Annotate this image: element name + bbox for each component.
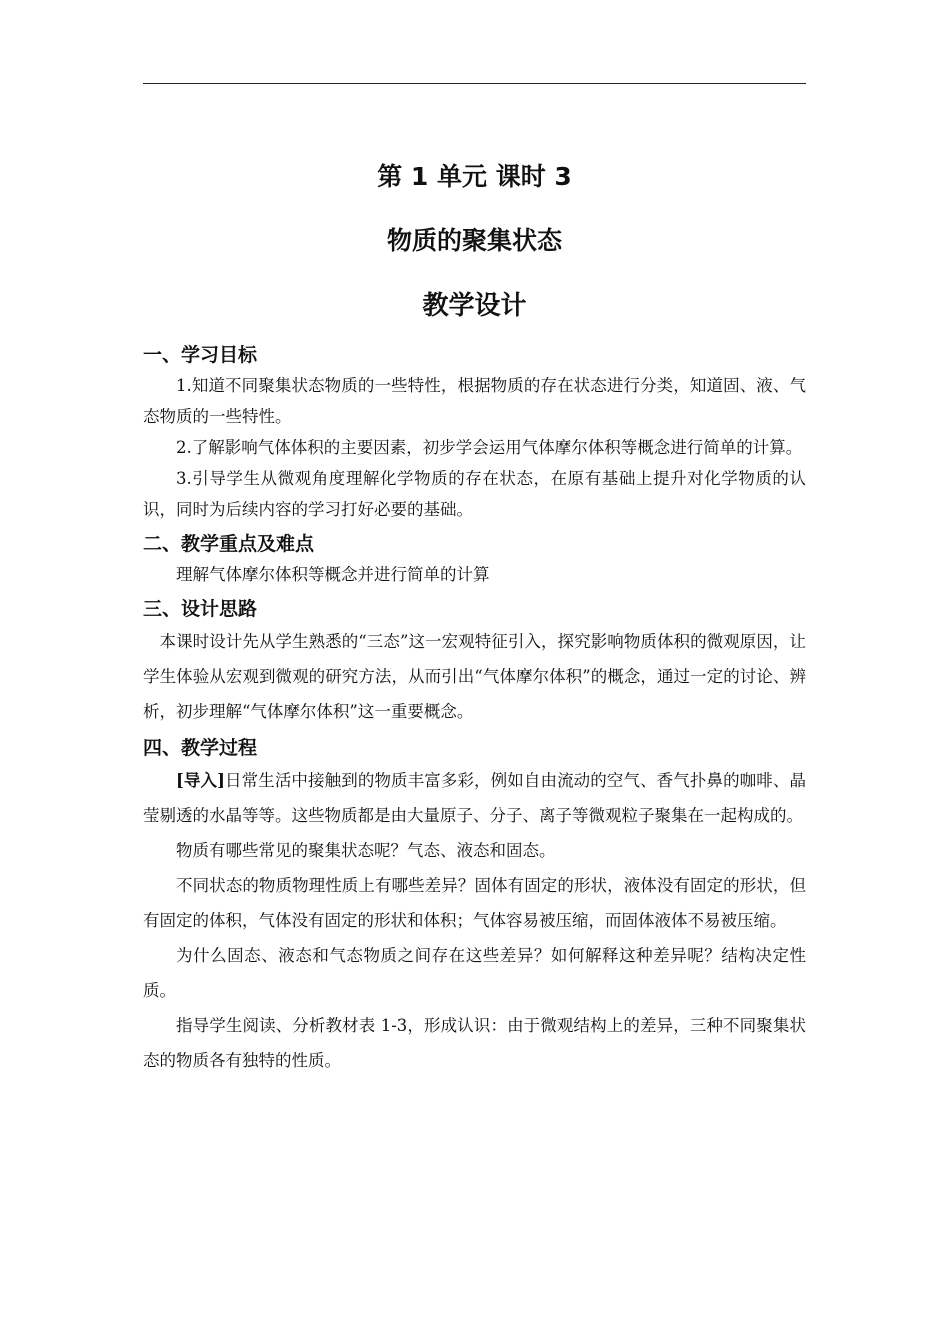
intro-tag: [导入] xyxy=(176,771,225,790)
process-intro xyxy=(143,763,806,833)
section-heading-objectives: 一、学习目标 xyxy=(143,344,258,366)
process-paragraph: 物质有哪些常见的聚集状态呢？气态、液态和固态。 xyxy=(176,841,556,860)
section-heading-design-idea: 三、设计思路 xyxy=(143,598,258,620)
process-paragraph: 为什么固态、液态和气态物质之间存在这些差异？如何解释这种差异呢？结构决定性质。 xyxy=(143,946,806,1000)
section-heading-key-points: 二、教学重点及难点 xyxy=(143,533,315,555)
section-heading-process: 四、教学过程 xyxy=(143,737,258,759)
intro-text: 日常生活中接触到的物质丰富多彩，例如自由流动的空气、香气扑鼻的咖啡、晶莹剔透的水晶等等。这些物质都是由大量原子、分子、离子等微观粒子聚集在一起构成的。 xyxy=(143,771,806,825)
objective-item: 2.了解影响气体体积的主要因素，初步学会运用气体摩尔体积等概念进行简单的计算。 xyxy=(176,438,803,457)
unit-title: 第 1 单元 课时 3 xyxy=(377,162,572,191)
design-title: 教学设计 xyxy=(422,291,527,321)
objective-item: 1.知道不同聚集状态物质的一些特性，根据物质的存在状态进行分类，知道固、液、气态物质的一些特性。 xyxy=(143,376,806,426)
process-paragraph: 指导学生阅读、分析教材表 1-3，形成认识：由于微观结构上的差异，三种不同聚集状态的物质各有独特的性质。 xyxy=(143,1016,806,1070)
objective-item: 3.引导学生从微观角度理解化学物质的存在状态，在原有基础上提升对化学物质的认识，同时为后续内容的学习打好必要的基础。 xyxy=(143,469,806,519)
key-points-text: 理解气体摩尔体积等概念并进行简单的计算 xyxy=(176,565,490,584)
process-paragraph: 不同状态的物质物理性质上有哪些差异？固体有固定的形状，液体没有固定的形状，但有固定的体积，气体没有固定的形状和体积；气体容易被压缩，而固体液体不易被压缩。 xyxy=(143,876,806,930)
header-rule xyxy=(143,83,806,84)
document-body xyxy=(143,340,806,1078)
lesson-title: 物质的聚集状态 xyxy=(386,226,562,255)
design-idea-text: 本课时设计先从学生熟悉的“三态”这一宏观特征引入，探究影响物质体积的微观原因，让学生体验从宏观到微观的研究方法，从而引出“气体摩尔体积”的概念，通过一定的讨论、辨析，初步理解“气体摩尔体积”这一重要概念。 xyxy=(143,632,806,721)
